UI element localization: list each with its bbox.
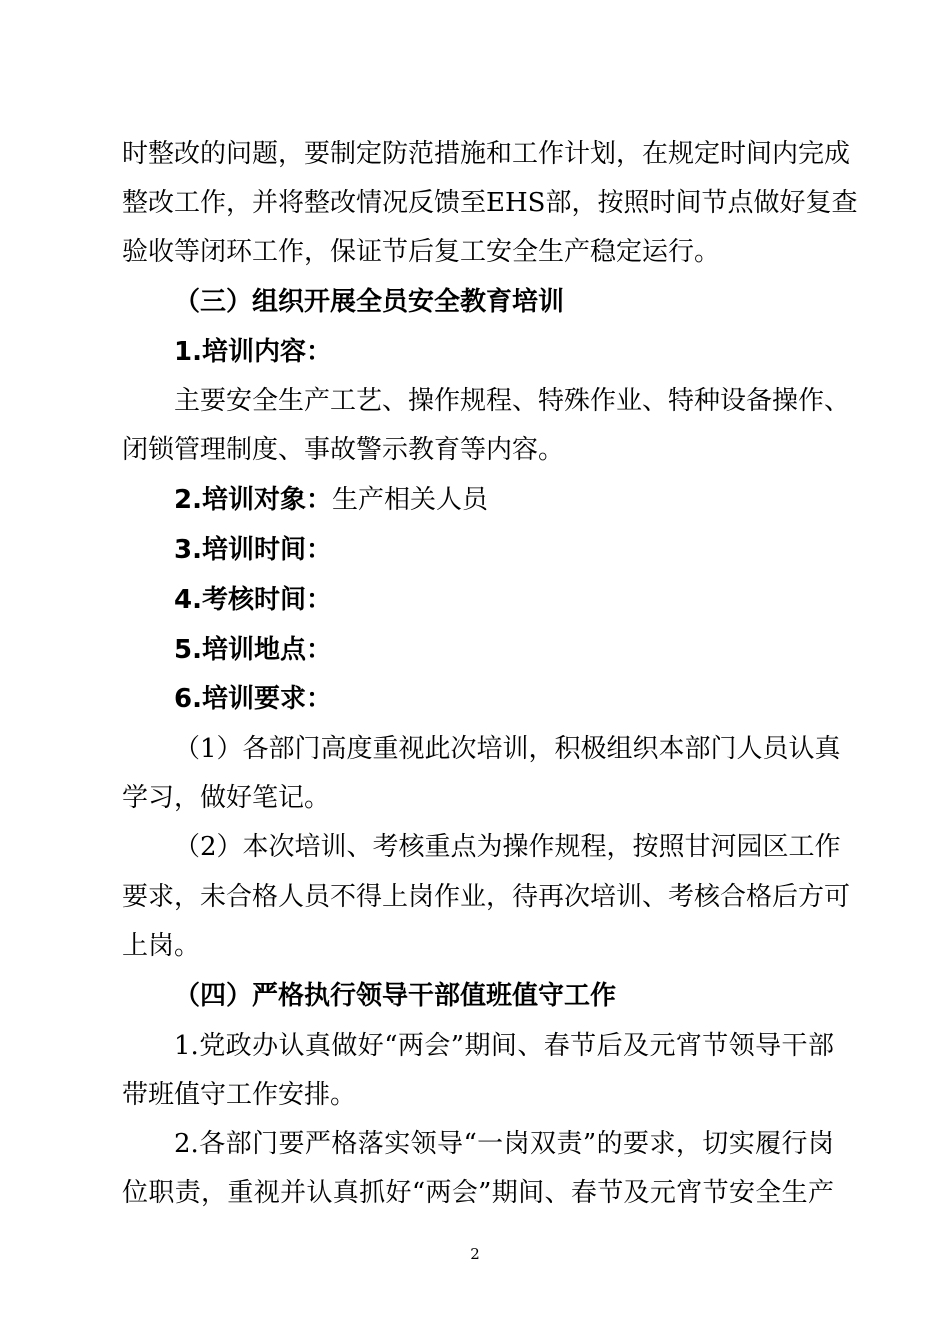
paragraph-line: 位职责，重视并认真抓好“两会”期间、春节及元宵节安全生产 bbox=[122, 1178, 834, 1208]
paragraph-line: 学习，做好笔记。 bbox=[122, 783, 331, 813]
section-heading-3: （三）组织开展全员安全教育培训 bbox=[174, 287, 565, 317]
item-heading-training-location: 5.培训地点： bbox=[174, 635, 332, 665]
section-heading-4: （四）严格执行领导干部值班值守工作 bbox=[174, 981, 617, 1011]
paragraph-line: 带班值守工作安排。 bbox=[122, 1080, 357, 1110]
paragraph-line: 时整改的问题，要制定防范措施和工作计划，在规定时间内完成 bbox=[122, 139, 851, 169]
item-training-target bbox=[174, 484, 834, 516]
item-heading-training-time: 3.培训时间： bbox=[174, 535, 332, 565]
paragraph-line: 上岗。 bbox=[122, 931, 201, 961]
item-heading-training-target: 2.培训对象： bbox=[174, 485, 332, 515]
page-number: 2 bbox=[470, 1245, 480, 1263]
paragraph-line: （1）各部门高度重视此次培训，积极组织本部门人员认真 bbox=[174, 734, 841, 764]
paragraph-line: 要求，未合格人员不得上岗作业，待再次培训、考核合格后方可 bbox=[122, 882, 851, 912]
item-heading-training-requirements: 6.培训要求： bbox=[174, 684, 332, 714]
paragraph-line: 整改工作，并将整改情况反馈至EHS部，按照时间节点做好复查 bbox=[122, 188, 858, 218]
paragraph-line: 闭锁管理制度、事故警示教育等内容。 bbox=[122, 435, 565, 465]
paragraph-line: 主要安全生产工艺、操作规程、特殊作业、特种设备操作、 bbox=[174, 386, 851, 416]
item-heading-training-content: 1.培训内容： bbox=[174, 337, 332, 367]
paragraph-line: 1.党政办认真做好“两会”期间、春节后及元宵节领导干部 bbox=[174, 1031, 834, 1061]
item-heading-exam-time: 4.考核时间： bbox=[174, 585, 332, 615]
paragraph-line: 2.各部门要严格落实领导“一岗双责”的要求，切实履行岗 bbox=[174, 1129, 834, 1159]
item-value-training-target: 生产相关人员 bbox=[331, 485, 488, 515]
paragraph-line: （2）本次培训、考核重点为操作规程，按照甘河园区工作 bbox=[174, 832, 841, 862]
paragraph-line: 验收等闭环工作，保证节后复工安全生产稳定运行。 bbox=[122, 237, 721, 267]
